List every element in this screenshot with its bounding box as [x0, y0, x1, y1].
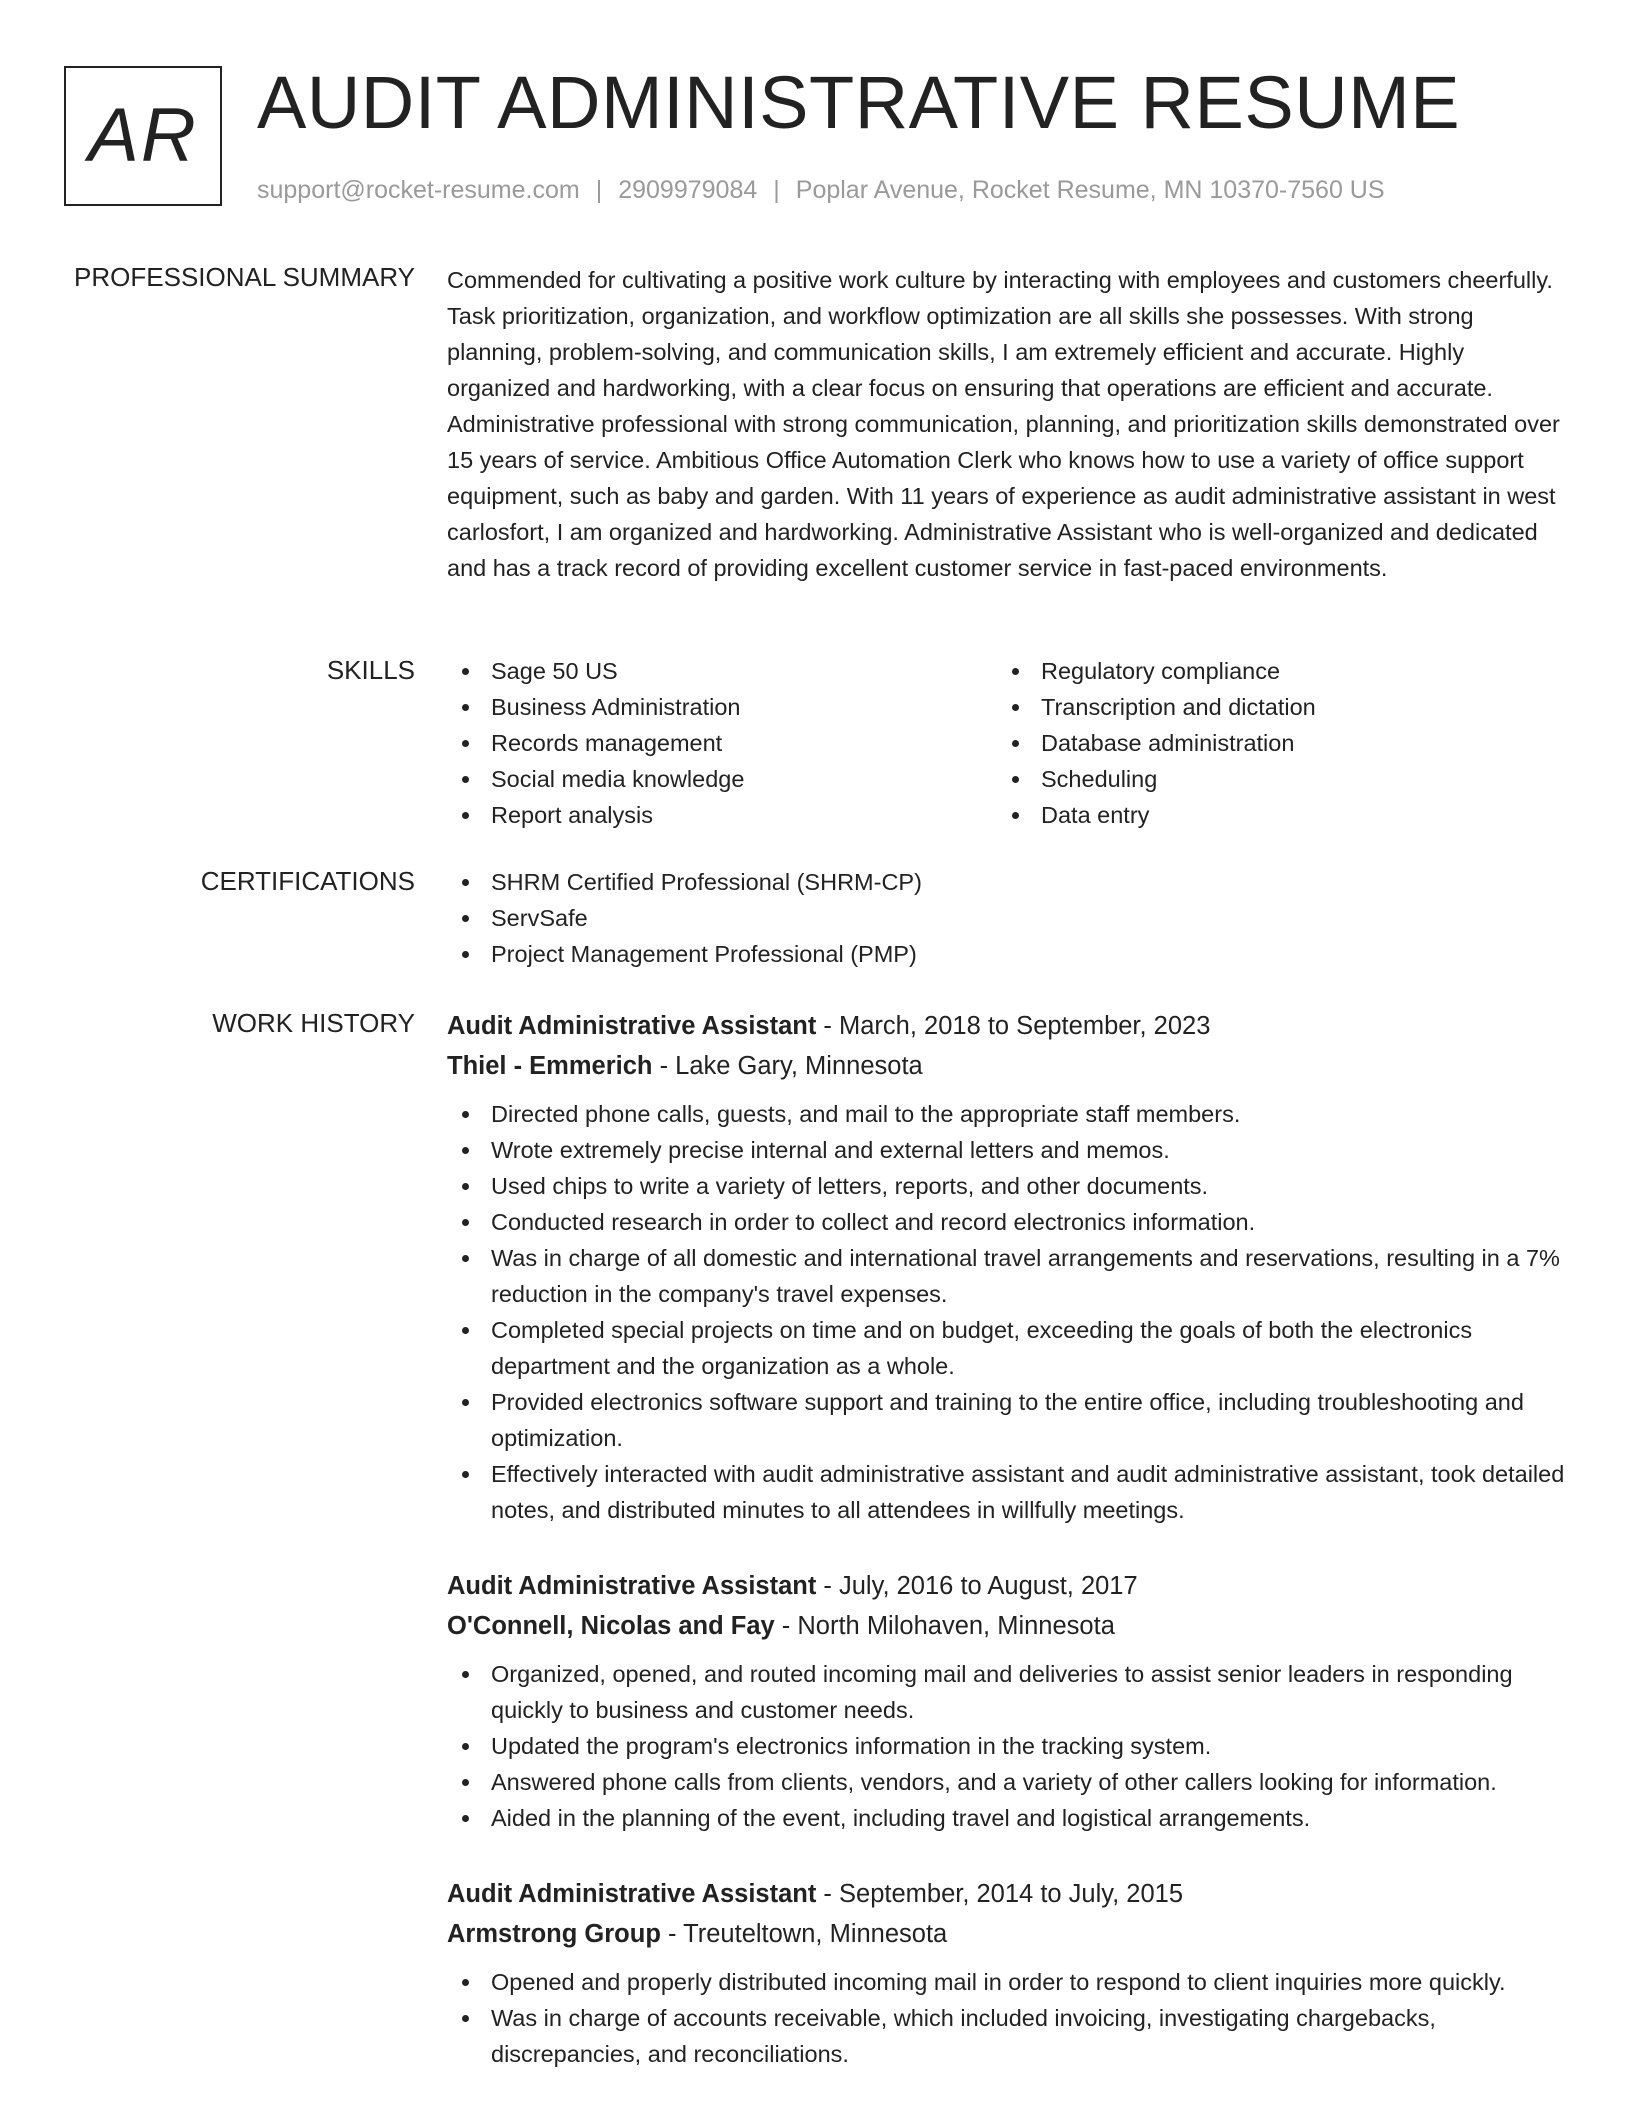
- skills-list-left: [447, 653, 997, 833]
- job-company-line: [447, 1606, 1567, 1646]
- job-duty: Answered phone calls from clients, vendors, and a variety of other callers looking for information.: [447, 1764, 1567, 1800]
- job-duties: [447, 1964, 1567, 2072]
- job-duty: Completed special projects on time and on budget, exceeding the goals of both the electronics department and the organization as a whole.: [447, 1312, 1567, 1384]
- skill-item: Business Administration: [447, 689, 997, 725]
- section-heading-summary: PROFESSIONAL SUMMARY: [74, 262, 415, 292]
- job-duty: Effectively interacted with audit administrative assistant and audit administrative assistant, took detailed notes, and distributed minutes to all attendees in willfully meetings.: [447, 1456, 1567, 1528]
- skill-item: Database administration: [997, 725, 1547, 761]
- section-heading-skills: SKILLS: [326, 655, 415, 685]
- job-duty: Provided electronics software support and training to the entire office, including troubleshooting and optimization.: [447, 1384, 1567, 1456]
- job-duty: Used chips to write a variety of letters, reports, and other documents.: [447, 1168, 1567, 1204]
- job-duty: Wrote extremely precise internal and external letters and memos.: [447, 1132, 1567, 1168]
- job-location: - Lake Gary, Minnesota: [652, 1052, 923, 1080]
- certification-item: ServSafe: [447, 900, 1567, 936]
- resume-title: AUDIT ADMINISTRATIVE RESUME: [257, 61, 1461, 144]
- job-title: Audit Administrative Assistant: [447, 1012, 817, 1040]
- skill-item: Transcription and dictation: [997, 689, 1547, 725]
- job-dates: - March, 2018 to September, 2023: [816, 1012, 1211, 1040]
- job-title-line: [447, 1874, 1567, 1914]
- job-duty: Conducted research in order to collect and record electronics information.: [447, 1204, 1567, 1240]
- contact-separator: |: [773, 176, 780, 204]
- job-duty: Was in charge of accounts receivable, which included invoicing, investigating chargebacks, discrepancies, and reconciliations.: [447, 2000, 1567, 2072]
- job-dates: - September, 2014 to July, 2015: [816, 1880, 1184, 1908]
- job-company-line: [447, 1914, 1567, 1954]
- contact-phone[interactable]: 2909979084: [618, 176, 758, 204]
- skill-item: Records management: [447, 725, 997, 761]
- certifications-body: [447, 864, 1567, 972]
- certification-item: SHRM Certified Professional (SHRM-CP): [447, 864, 1567, 900]
- job-duty: Organized, opened, and routed incoming mail and deliveries to assist senior leaders in responding quickly to business and customer needs.: [447, 1656, 1567, 1728]
- skill-item: Report analysis: [447, 797, 997, 833]
- job-dates: - July, 2016 to August, 2017: [816, 1572, 1138, 1600]
- contact-email[interactable]: support@rocket-resume.com: [257, 176, 580, 204]
- monogram-initials: AR: [88, 93, 198, 178]
- job-company: O'Connell, Nicolas and Fay: [447, 1612, 775, 1640]
- job-duty: Directed phone calls, guests, and mail to the appropriate staff members.: [447, 1096, 1567, 1132]
- job-title: Audit Administrative Assistant: [447, 1572, 817, 1600]
- job-title-line: [447, 1006, 1567, 1046]
- contact-address: Poplar Avenue, Rocket Resume, MN 10370-7560 US: [795, 176, 1385, 204]
- job-duty: Updated the program's electronics information in the tracking system.: [447, 1728, 1567, 1764]
- job-title: Audit Administrative Assistant: [447, 1880, 817, 1908]
- job-duties: [447, 1656, 1567, 1836]
- job-company: Thiel - Emmerich: [447, 1052, 653, 1080]
- section-heading-certifications: CERTIFICATIONS: [200, 866, 415, 896]
- job-location: - North Milohaven, Minnesota: [774, 1612, 1115, 1640]
- skill-item: Social media knowledge: [447, 761, 997, 797]
- job-company-line: [447, 1046, 1567, 1086]
- work-history-body: [447, 1006, 1567, 2110]
- skill-item: Regulatory compliance: [997, 653, 1547, 689]
- summary-text: Commended for cultivating a positive work culture by interacting with employees and customers cheerfully. Task prioritization, organization, and workflow optimization are all skills she possesses. With strong planning, problem-solving, and communication skills, I am extremely efficient and accurate. Highly organized and hardworking, with a clear focus on ensuring that operations are efficient and accurate. Administrative professional with strong communication, planning, and prioritization skills demonstrated over 15 years of service. Ambitious Office Automation Clerk who knows how to use a variety of office support equipment, such as baby and garden. With 11 years of experience as audit administrative assistant in west carlosfort, I am organized and hardworking. Administrative Assistant who is well-organized and dedicated and has a track record of providing excellent customer service in fast-paced environments.: [447, 267, 1560, 581]
- job-duties: [447, 1096, 1567, 1528]
- skill-item: Data entry: [997, 797, 1547, 833]
- contact-separator: |: [595, 176, 603, 204]
- job-duty: Opened and properly distributed incoming mail in order to respond to client inquiries more quickly.: [447, 1964, 1567, 2000]
- job-duty: Aided in the planning of the event, including travel and logistical arrangements.: [447, 1800, 1567, 1836]
- job-entry: [447, 1006, 1567, 1528]
- certifications-list: [447, 864, 1567, 972]
- skills-list-right: [997, 653, 1547, 833]
- skill-item: Sage 50 US: [447, 653, 997, 689]
- monogram-box: [64, 66, 222, 206]
- contact-line: [257, 174, 1385, 206]
- skill-item: Scheduling: [997, 761, 1547, 797]
- job-title-line: [447, 1566, 1567, 1606]
- job-company: Armstrong Group: [447, 1920, 661, 1948]
- skills-columns: [447, 653, 1567, 833]
- job-duty: Was in charge of all domestic and international travel arrangements and reservations, resulting in a 7% reduction in the company's travel expenses.: [447, 1240, 1567, 1312]
- job-entry: [447, 1874, 1567, 2072]
- section-heading-work-history: WORK HISTORY: [212, 1008, 415, 1038]
- job-location: - Treuteltown, Minnesota: [660, 1920, 948, 1948]
- job-entry: [447, 1566, 1567, 1836]
- certification-item: Project Management Professional (PMP): [447, 936, 1567, 972]
